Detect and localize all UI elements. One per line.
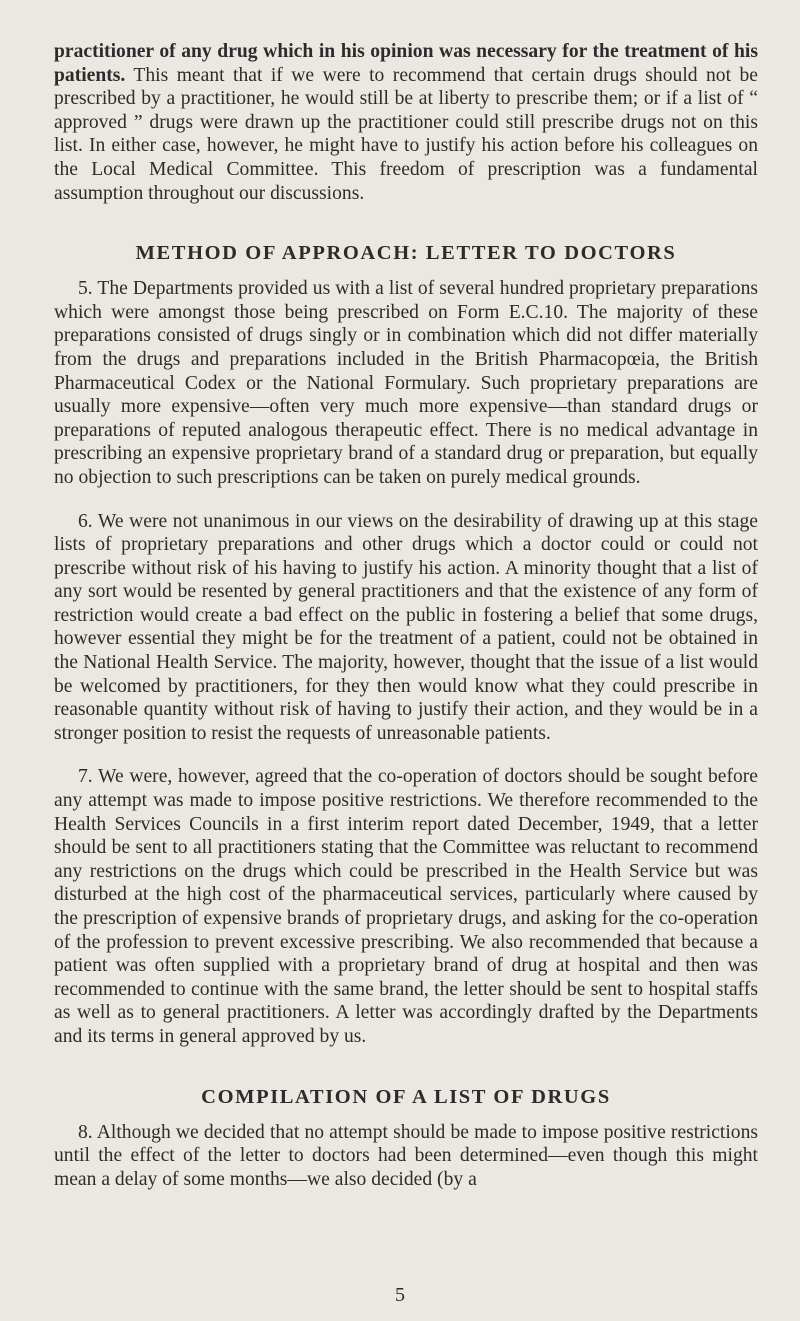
paragraph-6: 6. We were not unanimous in our views on the desirability of drawing up at this stage lists of proprietary preparations and other drugs which a doctor could or could not prescribe without risk of his having to justify his action. A minority thought that a list of any sort would be resented by general practitioners and that the existence of any form of restriction would create a bad effect on the public in fostering a belief that some drugs, however essential they might be for the treatment of a patient, could not be obtained in the National Health Service. The majority, however, thought that the issue of a list would be welcomed by practitioners, for they then would know what they could prescribe in reasonable quantity without risk of having to justify their action, and they would be in a stronger position to resist the requests of unreasonable patients. <box>54 510 758 744</box>
opening-text: This meant that if we were to recommend that certain drugs should not be prescribed by a practitioner, he would still be at liberty to prescribe them; or if a list of “ approved ” drugs were drawn up the practitioner could still prescribe drugs not on this list. In either case, however, he might have to justify his action before his colleagues on the Local Medical Committee. This freedom of prescription was a fundamental assumption throughout our discussions. <box>54 64 758 204</box>
page-number: 5 <box>395 1284 405 1306</box>
opening-paragraph <box>54 40 758 205</box>
paragraph-7: 7. We were, however, agreed that the co-operation of doctors should be sought before any attempt was made to impose positive restrictions. We therefore recommended to the Health Services Councils in a first interim report dated December, 1949, that a letter should be sent to all practitioners stating that the Committee was reluctant to recommend any restrictions on the drugs which could be prescribed in the Health Service but was disturbed at the high cost of the pharmaceutical services, particularly where caused by the prescription of expensive brands of proprietary drugs, and asking for the co-operation of the profession to prevent excessive prescribing. We also recommended that because a patient was often supplied with a proprietary brand of drug at hospital and then was recommended to continue with the same brand, the letter should be sent to hospital staffs as well as to general practitioners. A letter was accordingly drafted by the Departments and its terms in general approved by us. <box>54 766 758 1047</box>
paragraph-5: 5. The Departments provided us with a list of several hundred proprietary preparations which were amongst those being prescribed on Form E.C.10. The majority of these preparations consisted of drugs singly or in combination which did not differ materially from the drugs and preparations included in the British Pharmacopœia, the British Pharmaceutical Codex or the National Formulary. Such proprietary preparations are usually more expensive—often very much more expensive—than standard drugs or preparations of reputed analogous therapeutic effect. There is no medical advantage in prescribing an expensive proprietary brand of a standard drug or preparation, but equally no objection to such prescriptions can be taken on purely medical grounds. <box>54 278 758 488</box>
section-heading-compilation: COMPILATION OF A LIST OF DRUGS <box>201 1085 611 1108</box>
opening-bold-lead: practitioner of any drug which in his opinion was necessary for the treatment of his patients. <box>54 41 758 86</box>
section-heading-method: METHOD OF APPROACH: LETTER TO DOCTORS <box>135 242 677 265</box>
paragraph-8: 8. Although we decided that no attempt should be made to impose positive restrictions until the effect of the letter to doctors had been determined—even though this might mean a delay of some months—we also decided (by a <box>54 1121 758 1190</box>
